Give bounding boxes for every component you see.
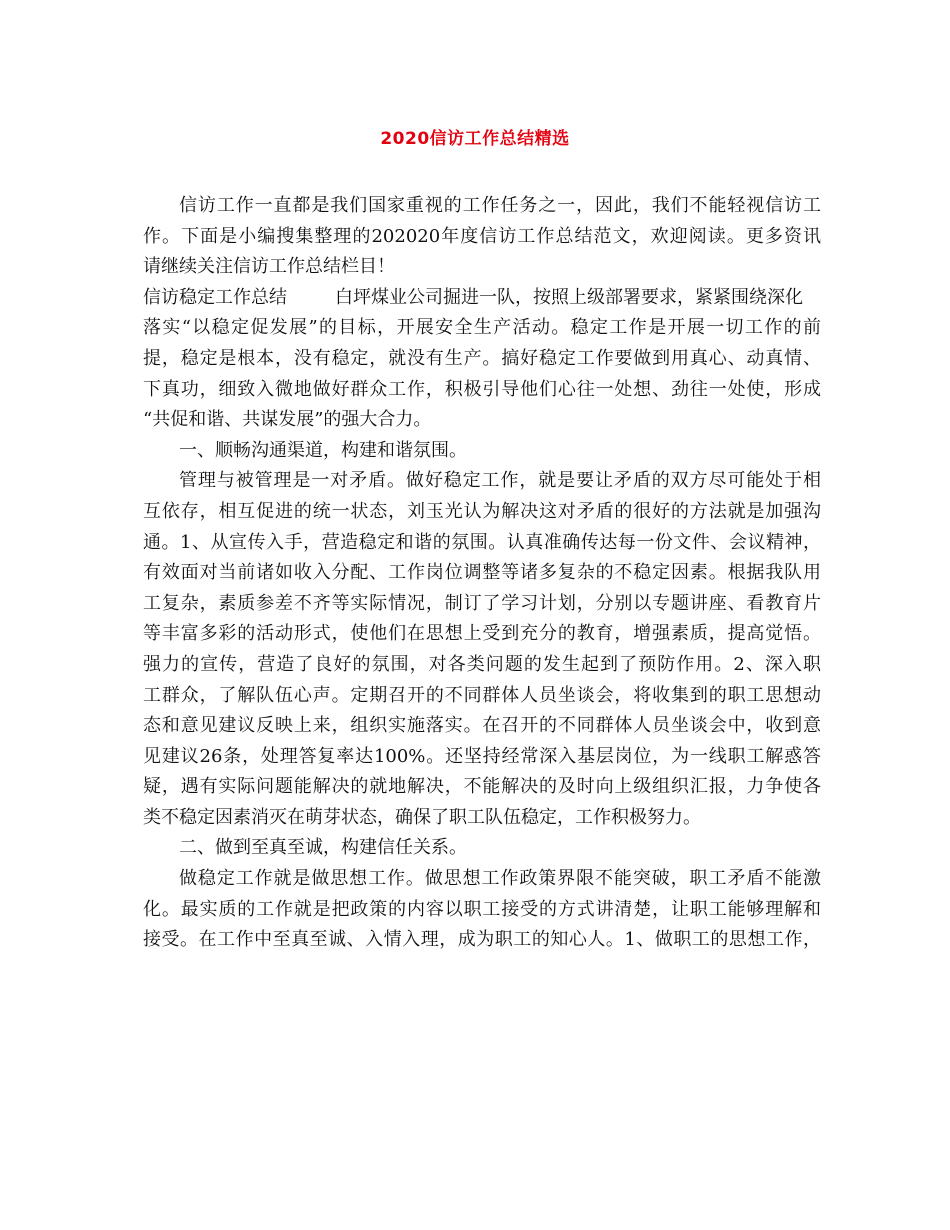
paragraph-line: 工群众，了解队伍心声。定期召开的不同群体人员坐谈会，将收集到的职工思想动 xyxy=(143,684,821,706)
paragraph-line: 接受。在工作中至真至诚、入情入理，成为职工的知心人。1、做职工的思想工作， xyxy=(143,929,821,951)
document-body xyxy=(143,191,821,956)
paragraph-text: 白坪煤业公司掘进一队，按照上级部署要求，紧紧围绕深化 xyxy=(335,286,803,308)
paragraph-line: 互依存，相互促进的统一状态，刘玉光认为解决这对矛盾的很好的方法就是加强沟 xyxy=(143,500,821,522)
paragraph-line: 等丰富多彩的活动形式，使他们在思想上受到充分的教育，增强素质，提高觉悟。 xyxy=(143,623,821,645)
paragraph-line: 信访工作一直都是我们国家重视的工作任务之一，因此，我们不能轻视信访工 xyxy=(179,195,821,216)
section-heading: 信访稳定工作总结 xyxy=(143,286,287,308)
paragraph-line: 做稳定工作就是做思想工作。做思想工作政策界限不能突破，职工矛盾不能激 xyxy=(179,868,821,890)
paragraph-line: 化。最实质的工作就是把政策的内容以职工接受的方式讲清楚，让职工能够理解和 xyxy=(143,898,821,920)
paragraph-line: 有效面对当前诸如收入分配、工作岗位调整等诸多复杂的不稳定因素。根据我队用 xyxy=(143,562,821,584)
paragraph-line: 管理与被管理是一对矛盾。做好稳定工作，就是要让矛盾的双方尽可能处于相 xyxy=(179,470,821,492)
paragraph-line: 落实“以稳定促发展”的目标，开展安全生产活动。稳定工作是开展一切工作的前 xyxy=(143,317,821,339)
paragraph-line: 工复杂，素质参差不齐等实际情况，制订了学习计划，分别以专题讲座、看教育片 xyxy=(143,592,821,614)
document-title: 2020信访工作总结精选 xyxy=(380,129,570,149)
paragraph-line: 见建议26条，处理答复率达100%。还坚持经常深入基层岗位，为一线职工解惑答 xyxy=(143,745,821,767)
paragraph-line: 强力的宣传，营造了良好的氛围，对各类问题的发生起到了预防作用。2、深入职 xyxy=(143,653,821,675)
paragraph-line: 作。下面是小编搜集整理的202020年度信访工作总结范文，欢迎阅读。更多资讯 xyxy=(143,225,821,247)
paragraph-line: 通。1、从宣传入手，营造稳定和谐的氛围。认真准确传达每一份文件、会议精神， xyxy=(143,531,821,553)
paragraph-line: “共促和谐、共谋发展”的强大合力。 xyxy=(143,409,432,431)
paragraph-line xyxy=(143,283,821,314)
paragraph-line: 请继续关注信访工作总结栏目！ xyxy=(143,256,395,278)
paragraph-line: 提，稳定是根本，没有稳定，就没有生产。搞好稳定工作要做到用真心、动真情、 xyxy=(143,347,821,369)
paragraph-line: 下真功，细致入微地做好群众工作，积极引导他们心往一处想、劲往一处使，形成 xyxy=(143,378,821,400)
paragraph-line: 疑，遇有实际问题能解决的就地解决，不能解决的及时向上级组织汇报，力争使各 xyxy=(143,776,821,798)
paragraph-line: 类不稳定因素消灭在萌芽状态，确保了职工队伍稳定，工作积极努力。 xyxy=(143,806,701,828)
section-heading: 一、顺畅沟通渠道，构建和谐氛围。 xyxy=(179,439,467,461)
section-heading: 二、做到至真至诚，构建信任关系。 xyxy=(179,837,467,859)
paragraph-line: 态和意见建议反映上来，组织实施落实。在召开的不同群体人员坐谈会中，收到意 xyxy=(143,715,821,737)
